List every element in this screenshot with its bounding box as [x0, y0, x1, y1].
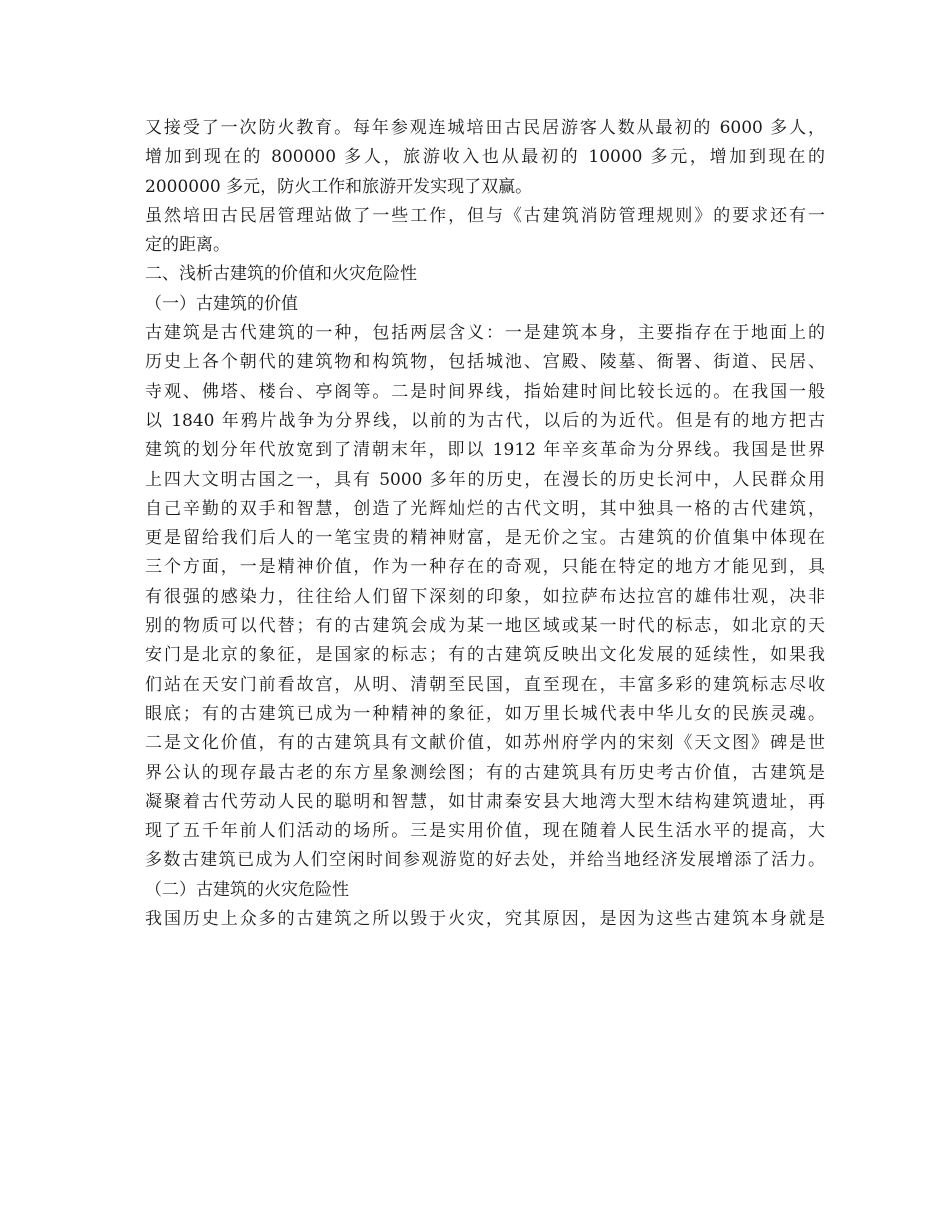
text-line: 历史上各个朝代的建筑物和构筑物，包括城池、宫殿、陵墓、衙署、街道、民居、 — [145, 352, 825, 373]
text-line: 自己辛勤的双手和智慧，创造了光辉灿烂的古代文明，其中独具一格的古代建筑， — [145, 498, 825, 519]
section-heading: 二、浅析古建筑的价值和火灾危险性 — [145, 264, 417, 285]
text-line: 寺观、佛塔、楼台、亭阁等。二是时间界线，指始建时间比较长远的。在我国一般 — [145, 381, 825, 402]
text-line: 凝聚着古代劳动人民的聪明和智慧，如甘肃秦安县大地湾大型木结构建筑遗址，再 — [145, 791, 825, 812]
text-line: 古建筑是古代建筑的一种，包括两层含义：一是建筑本身，主要指存在于地面上的 — [145, 323, 825, 344]
text-line: 建筑的划分年代放宽到了清朝末年，即以 1912 年辛亥革命为分界线。我国是世界 — [145, 440, 825, 461]
text-line: 更是留给我们后人的一笔宝贵的精神财富，是无价之宝。古建筑的价值集中体现在 — [145, 528, 825, 549]
text-line: 定的距离。 — [145, 235, 230, 256]
text-line: 2000000 多元，防火工作和旅游开发实现了双赢。 — [145, 176, 533, 197]
text-line: 我国历史上众多的古建筑之所以毁于火灾，究其原因，是因为这些古建筑本身就是 — [145, 909, 825, 930]
text-line: 上四大文明古国之一，具有 5000 多年的历史，在漫长的历史长河中，人民群众用 — [145, 469, 825, 490]
text-line: 以 1840 年鸦片战争为分界线，以前的为古代，以后的为近代。但是有的地方把古 — [145, 410, 825, 431]
section-heading: （二）古建筑的火灾危险性 — [145, 879, 349, 900]
text-line: 又接受了一次防火教育。每年参观连城培田古民居游客人数从最初的 6000 多人， — [145, 118, 825, 138]
text-line: 增加到现在的 800000 多人，旅游收入也从最初的 10000 多元，增加到现在的 — [145, 147, 825, 168]
section-heading: （一）古建筑的价值 — [145, 293, 298, 314]
text-line: 二是文化价值，有的古建筑具有文献价值，如苏州府学内的宋刻《天文图》碑是世 — [145, 733, 825, 754]
document-body — [145, 114, 825, 934]
text-line: 安门是北京的象征，是国家的标志；有的古建筑反映出文化发展的延续性，如果我 — [145, 645, 825, 666]
text-line: 现了五千年前人们活动的场所。三是实用价值，现在随着人民生活水平的提高，大 — [145, 821, 825, 842]
text-line: 有很强的感染力，往往给人们留下深刻的印象，如拉萨布达拉宫的雄伟壮观，决非 — [145, 586, 825, 607]
text-line: 三个方面，一是精神价值，作为一种存在的奇观，只能在特定的地方才能见到，具 — [145, 557, 825, 578]
text-line: 们站在天安门前看故宫，从明、清朝至民国，直至现在，丰富多彩的建筑标志尽收 — [145, 674, 825, 695]
text-line: 虽然培田古民居管理站做了一些工作，但与《古建筑消防管理规则》的要求还有一 — [145, 205, 825, 226]
text-line: 眼底；有的古建筑已成为一种精神的象征，如万里长城代表中华儿女的民族灵魂。 — [145, 703, 825, 724]
text-line: 界公认的现存最古老的东方星象测绘图；有的古建筑具有历史考古价值，古建筑是 — [145, 762, 825, 783]
text-line: 多数古建筑已成为人们空闲时间参观游览的好去处，并给当地经济发展增添了活力。 — [145, 850, 825, 871]
text-line: 别的物质可以代替；有的古建筑会成为某一地区域或某一时代的标志，如北京的天 — [145, 616, 825, 637]
